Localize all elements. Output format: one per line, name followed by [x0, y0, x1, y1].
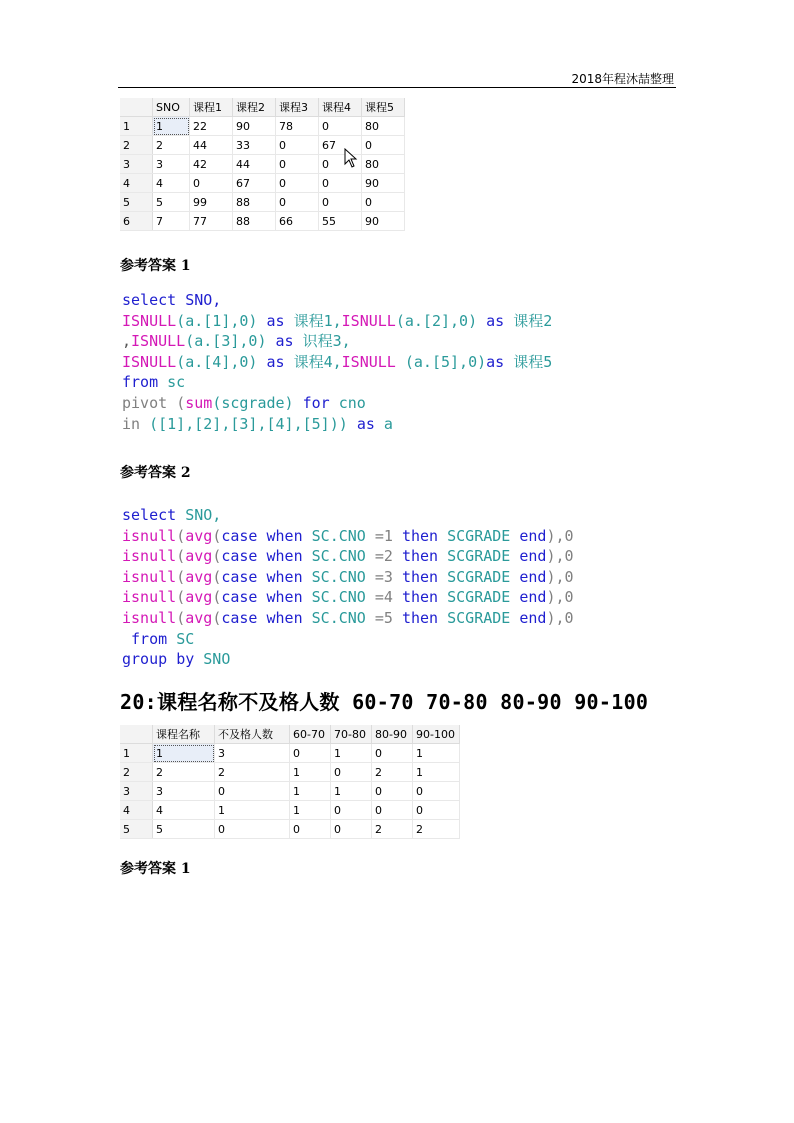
code-token: sum [185, 393, 213, 412]
row-number[interactable]: 3 [120, 782, 153, 801]
row-number[interactable]: 5 [120, 193, 153, 212]
code-token: isnull [122, 567, 177, 586]
code-token: avg [185, 547, 213, 566]
code-token: as [266, 352, 294, 371]
code-token: as [356, 414, 384, 433]
mouse-pointer-icon [344, 148, 358, 168]
column-header[interactable]: 90-100 [413, 725, 460, 744]
table-cell[interactable]: 0 [331, 763, 372, 782]
header-rule [118, 87, 676, 88]
table-row[interactable] [120, 212, 405, 231]
table-cell[interactable]: 99 [190, 193, 233, 212]
table-cell[interactable]: 2 [413, 820, 460, 839]
code-token: when [266, 526, 312, 545]
code-line [122, 629, 574, 650]
table-cell[interactable]: 1 [413, 744, 460, 763]
code-line [122, 290, 552, 311]
section-heading-20: 20:课程名称不及格人数 60-70 70-80 80-90 90-100 [120, 690, 649, 714]
table-cell[interactable]: 0 [290, 820, 331, 839]
table-cell[interactable]: 44 [190, 136, 233, 155]
code-token: , [122, 332, 132, 351]
code-token: sc [167, 373, 186, 392]
code-token: (a.[2],0) [395, 311, 487, 330]
code-token: =3 [374, 567, 402, 586]
table-row[interactable] [120, 136, 405, 155]
table-row[interactable] [120, 155, 405, 174]
table-cell[interactable]: 1 [290, 782, 331, 801]
table-cell[interactable]: 0 [331, 820, 372, 839]
code-line [122, 526, 574, 547]
code-token: end [519, 608, 547, 627]
table-cell[interactable]: 0 [331, 801, 372, 820]
column-header[interactable]: 60-70 [290, 725, 331, 744]
table-row[interactable] [120, 174, 405, 193]
code-line [122, 352, 552, 373]
table-cell[interactable]: 0 [276, 174, 319, 193]
table-cell[interactable]: 1 [215, 801, 290, 820]
result-grid-2[interactable] [120, 725, 460, 839]
code-token: ( [212, 547, 222, 566]
code-token: ( [176, 567, 186, 586]
table-cell[interactable]: 44 [233, 155, 276, 174]
table-cell[interactable]: 55 [319, 212, 362, 231]
code-token: case [221, 567, 267, 586]
table-cell[interactable]: 2 [153, 763, 215, 782]
code-token: ( [176, 526, 186, 545]
code-token: case [221, 526, 267, 545]
table-cell[interactable]: 5 [153, 193, 190, 212]
row-number[interactable]: 3 [120, 155, 153, 174]
code-token: ( [212, 588, 222, 607]
table-cell[interactable]: 0 [362, 193, 405, 212]
table-cell[interactable]: 2 [372, 820, 413, 839]
code-token: when [266, 608, 312, 627]
code-token: as [275, 332, 303, 351]
code-token: SNO [203, 650, 231, 669]
table-cell[interactable]: 1 [331, 744, 372, 763]
code-token: ( [212, 526, 222, 545]
table-cell[interactable]: 0 [362, 136, 405, 155]
row-number[interactable]: 5 [120, 820, 153, 839]
table-cell[interactable]: 2 [215, 763, 290, 782]
row-number[interactable]: 4 [120, 174, 153, 193]
code-token: ISNULL [131, 332, 186, 351]
code-token: case [221, 608, 267, 627]
table-cell[interactable]: 80 [362, 155, 405, 174]
row-number[interactable]: 4 [120, 801, 153, 820]
code-token: from [122, 373, 168, 392]
table-cell[interactable]: 3 [153, 155, 190, 174]
code-token: as [486, 352, 514, 371]
code-token: SCGRADE [447, 588, 520, 607]
column-header[interactable]: 80-90 [372, 725, 413, 744]
code-token: ),0 [546, 567, 574, 586]
code-token: SNO, [185, 506, 222, 524]
table-cell[interactable]: 90 [362, 174, 405, 193]
code-token: then [401, 588, 448, 607]
table-row[interactable] [120, 193, 405, 212]
table-cell[interactable]: 0 [276, 155, 319, 174]
code-token: isnull [122, 526, 177, 545]
result-grid-1[interactable] [120, 98, 405, 231]
table-cell[interactable]: 1 [153, 117, 190, 136]
row-number[interactable]: 1 [120, 117, 153, 136]
code-token: =2 [374, 547, 402, 566]
code-token: then [401, 547, 448, 566]
table-cell[interactable]: 4 [153, 174, 190, 193]
code-token: select SNO, [122, 291, 222, 309]
page-header: 2018年程沐喆整理 [571, 72, 674, 86]
code-token: (scgrade) [212, 393, 303, 412]
code-line [122, 414, 552, 435]
table-cell[interactable]: 3 [215, 744, 290, 763]
code-token: ),0 [546, 588, 574, 607]
code-token: 识程3, [302, 332, 351, 351]
code-token: end [519, 588, 547, 607]
table-cell[interactable]: 88 [233, 212, 276, 231]
table-cell[interactable]: 2 [153, 136, 190, 155]
grid-corner [120, 725, 153, 744]
table-cell[interactable]: 0 [319, 193, 362, 212]
grid-corner [120, 98, 153, 117]
code-token: ISNULL [341, 352, 405, 371]
table-row[interactable] [120, 820, 460, 839]
code-token: SC.CNO [311, 567, 375, 586]
code-token: isnull [122, 588, 177, 607]
code-token: avg [185, 588, 213, 607]
answer-label-1: 参考答案 1 [120, 258, 191, 274]
table-cell[interactable]: 66 [276, 212, 319, 231]
code-token: case [221, 588, 267, 607]
table-cell[interactable]: 1 [153, 744, 215, 763]
code-line [122, 505, 574, 526]
code-token: ( [176, 588, 186, 607]
table-cell[interactable]: 22 [190, 117, 233, 136]
row-number[interactable]: 2 [120, 136, 153, 155]
table-cell[interactable]: 67 [319, 136, 362, 155]
code-token: as [266, 311, 294, 330]
code-token: 课程1, [293, 311, 342, 330]
column-header[interactable]: 70-80 [331, 725, 372, 744]
code-token: then [401, 526, 448, 545]
code-token: (a.[4],0) [176, 352, 267, 371]
table-cell[interactable]: 88 [233, 193, 276, 212]
code-token: from [122, 629, 177, 648]
code-token: when [266, 567, 312, 586]
code-token: cno [338, 393, 366, 412]
table-cell[interactable]: 7 [153, 212, 190, 231]
code-token: =1 [374, 526, 402, 545]
table-cell[interactable]: 0 [190, 174, 233, 193]
table-cell[interactable]: 0 [372, 801, 413, 820]
code-token: ( [176, 393, 186, 412]
table-cell[interactable]: 1 [290, 763, 331, 782]
code-token: SCGRADE [447, 608, 520, 627]
code-token: end [519, 547, 547, 566]
code-token: avg [185, 526, 213, 545]
table-cell[interactable]: 78 [276, 117, 319, 136]
table-cell[interactable]: 5 [153, 820, 215, 839]
code-line [122, 567, 574, 588]
code-token: ( [176, 608, 186, 627]
table-cell[interactable]: 0 [276, 136, 319, 155]
code-token: by [176, 650, 204, 669]
table-cell[interactable]: 33 [233, 136, 276, 155]
column-header[interactable]: 课程2 [233, 98, 276, 117]
code-token: pivot [122, 393, 177, 412]
row-number[interactable]: 1 [120, 744, 153, 763]
column-header[interactable]: 课程名称 [153, 725, 215, 744]
code-token: end [519, 567, 547, 586]
column-header[interactable]: 不及格人数 [215, 725, 290, 744]
code-line [122, 311, 552, 332]
column-header[interactable]: 课程1 [190, 98, 233, 117]
code-token: SCGRADE [447, 567, 520, 586]
column-header[interactable]: SNO [153, 98, 190, 117]
code-token: SC [176, 629, 195, 648]
table-cell[interactable]: 0 [290, 744, 331, 763]
code-token: ),0 [546, 526, 574, 545]
table-cell[interactable]: 1 [413, 763, 460, 782]
answer-label-3: 参考答案 1 [120, 861, 191, 877]
table-row[interactable] [120, 744, 460, 763]
table-cell[interactable]: 0 [215, 820, 290, 839]
code-line [122, 649, 574, 670]
code-token: end [519, 526, 547, 545]
column-header[interactable]: 课程3 [276, 98, 319, 117]
row-number[interactable]: 6 [120, 212, 153, 231]
code-token: SC.CNO [311, 588, 375, 607]
code-token: ISNULL [341, 311, 396, 330]
code-token: when [266, 547, 312, 566]
answer-label-2: 参考答案 2 [120, 465, 191, 481]
code-token: ),0 [546, 547, 574, 566]
code-line [122, 331, 552, 352]
code-token: ( [212, 608, 222, 627]
code-token: ( [212, 567, 222, 586]
code-token: ([1],[2],[3],[4],[5])) [149, 414, 357, 433]
code-token: for [302, 393, 339, 412]
code-token: (a.[1],0) [176, 311, 267, 330]
code-token: then [401, 608, 448, 627]
table-row[interactable] [120, 801, 460, 820]
table-cell[interactable]: 42 [190, 155, 233, 174]
code-token: 课程4, [293, 352, 342, 371]
sql-code-block-2[interactable] [122, 505, 574, 670]
code-token: as [486, 311, 514, 330]
table-cell[interactable]: 0 [319, 174, 362, 193]
table-cell[interactable]: 0 [413, 801, 460, 820]
code-token: SCGRADE [447, 547, 520, 566]
code-token: avg [185, 608, 213, 627]
table-cell[interactable]: 0 [319, 117, 362, 136]
code-token: in [122, 414, 150, 433]
table-cell[interactable]: 4 [153, 801, 215, 820]
table-cell[interactable]: 2 [372, 763, 413, 782]
code-token: ISNULL [122, 352, 177, 371]
sql-code-block-1[interactable] [122, 290, 552, 434]
code-token: =5 [374, 608, 402, 627]
column-header[interactable]: 课程4 [319, 98, 362, 117]
table-cell[interactable]: 3 [153, 782, 215, 801]
code-token: group [122, 650, 177, 669]
code-token: SC.CNO [311, 608, 375, 627]
table-row[interactable] [120, 763, 460, 782]
table-cell[interactable]: 0 [372, 782, 413, 801]
code-token: ( [176, 547, 186, 566]
code-token: SC.CNO [311, 526, 375, 545]
code-line [122, 608, 574, 629]
code-token: isnull [122, 608, 177, 627]
code-line [122, 393, 552, 414]
table-cell[interactable]: 77 [190, 212, 233, 231]
code-token: ),0 [546, 608, 574, 627]
code-token: a [383, 414, 393, 433]
table-cell[interactable]: 1 [290, 801, 331, 820]
table-row[interactable] [120, 782, 460, 801]
code-token: SCGRADE [447, 526, 520, 545]
table-row[interactable] [120, 117, 405, 136]
table-cell[interactable]: 80 [362, 117, 405, 136]
table-cell[interactable]: 0 [215, 782, 290, 801]
table-cell[interactable]: 0 [372, 744, 413, 763]
code-token: 课程5 [513, 352, 553, 371]
code-token: =4 [374, 588, 402, 607]
table-cell[interactable]: 67 [233, 174, 276, 193]
column-header[interactable]: 课程5 [362, 98, 405, 117]
row-number[interactable]: 2 [120, 763, 153, 782]
code-token: isnull [122, 547, 177, 566]
table-cell[interactable]: 90 [233, 117, 276, 136]
code-token: avg [185, 567, 213, 586]
table-cell[interactable]: 1 [331, 782, 372, 801]
table-cell[interactable]: 0 [276, 193, 319, 212]
code-line [122, 372, 552, 393]
code-token: case [221, 547, 267, 566]
code-line [122, 587, 574, 608]
table-cell[interactable]: 0 [413, 782, 460, 801]
table-cell[interactable]: 0 [319, 155, 362, 174]
code-token: select [122, 506, 186, 524]
code-token: (a.[3],0) [185, 332, 276, 351]
table-cell[interactable]: 90 [362, 212, 405, 231]
code-token: then [401, 567, 448, 586]
code-token: (a.[5],0) [404, 352, 487, 371]
code-line [122, 546, 574, 567]
code-token: when [266, 588, 312, 607]
code-token: 课程2 [513, 311, 553, 330]
code-token: ISNULL [122, 311, 177, 330]
code-token: SC.CNO [311, 547, 375, 566]
